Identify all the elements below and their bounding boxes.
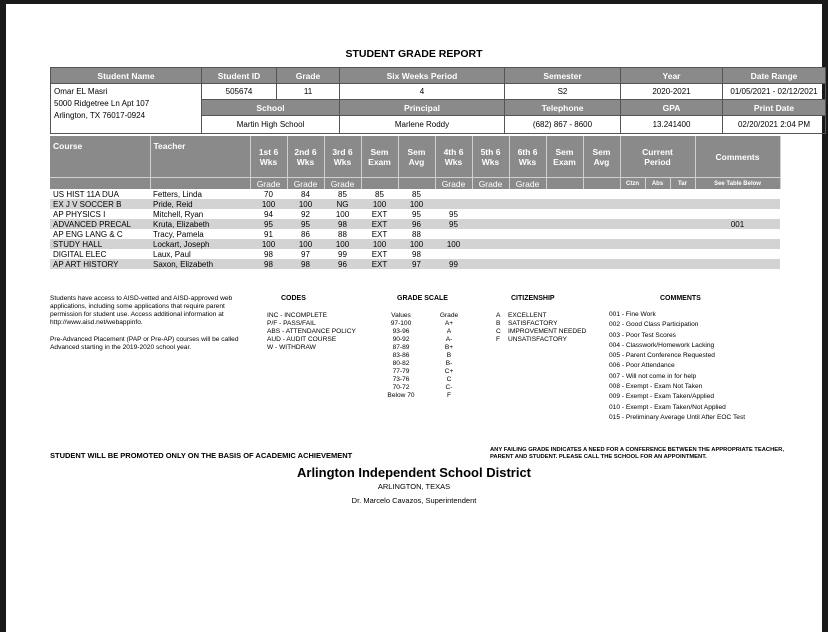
table-row (50, 239, 780, 249)
grade-5th-6 (472, 239, 509, 249)
comment-code (695, 229, 780, 239)
header-4th-6-wks (435, 136, 472, 178)
sem-exam-1: 100 (361, 199, 398, 209)
grade-3rd-6: NG (324, 199, 361, 209)
scale-grade: C- (445, 384, 453, 391)
header-course: Course (50, 136, 150, 178)
header-sem-avg-2-line1: Sem (592, 146, 611, 157)
scale-value: 87-89 (392, 344, 410, 351)
scale-value: 73-76 (392, 376, 410, 383)
header-gpa: GPA (621, 100, 723, 116)
course-name: AP PHYSICS I (53, 209, 106, 219)
abs (645, 209, 670, 219)
principal-value: Marlene Roddy (340, 116, 505, 134)
comment-item: 001 - Fine Work (609, 311, 656, 318)
comment-code (695, 189, 780, 199)
grade-2nd-6: 86 (301, 229, 310, 239)
header-sem-exam-1-line1: Sem (370, 146, 389, 157)
grade-4th-6 (435, 249, 472, 259)
header-1st-6-line2: Wks (259, 156, 278, 167)
grade-3rd-6: 99 (338, 249, 347, 259)
header-comments: Comments (695, 136, 780, 178)
scale-values (376, 312, 426, 400)
scale-value: 83-86 (392, 352, 410, 359)
comment-code (695, 249, 780, 259)
address-line-2: Arlington, TX 76017-0924 (54, 111, 146, 120)
ctzn (620, 189, 645, 199)
sem-exam-1: EXT (361, 259, 398, 269)
code-item: ABS - ATTENDANCE POLICY (267, 328, 356, 335)
subheader-see-table: See Table Below (695, 178, 780, 190)
scale-grade: A (446, 328, 452, 335)
sem-avg-2 (583, 249, 620, 259)
header-6th-6-wks (509, 136, 546, 178)
telephone-value: (682) 867 - 8600 (505, 116, 621, 134)
sem-exam-2 (546, 259, 583, 269)
header-school: School (202, 100, 340, 116)
citizenship-letter: C (496, 328, 501, 335)
tar (670, 189, 695, 199)
grade-4th-6 (435, 199, 472, 209)
header-telephone: Telephone (505, 100, 621, 116)
subheader-abs: Abs (645, 178, 670, 190)
header-sem-avg-1 (398, 136, 435, 178)
sem-exam-2 (546, 229, 583, 239)
comment-item: 003 - Poor Test Scores (609, 331, 676, 339)
comment-code (695, 209, 780, 219)
table-row (50, 259, 780, 269)
grade-6th-6 (509, 219, 546, 229)
sem-exam-1: 100 (361, 239, 398, 249)
header-sem-avg-2-line2: Avg (593, 156, 610, 167)
grade-6th-6 (509, 239, 546, 249)
grade-5th-6 (472, 259, 509, 269)
table-row (50, 209, 780, 219)
scale-grade: C (446, 376, 452, 383)
header-sem-exam-1-line2: Exam (368, 156, 391, 167)
sem-avg-2 (583, 199, 620, 209)
ctzn (620, 239, 645, 249)
sem-avg-2 (583, 219, 620, 229)
course-name: AP ART HISTORY (50, 259, 150, 269)
citizenship-label: UNSATISFACTORY (508, 336, 567, 343)
header-current-period-line2: Period (644, 156, 671, 167)
subheader-grade-3: Grade (324, 178, 361, 190)
scale-grade: B+ (444, 344, 454, 351)
grade-2nd-6: 92 (301, 209, 310, 219)
comment-item: 007 - Will not come in for help (609, 372, 697, 380)
scale-grade-label: Grade (439, 312, 459, 319)
address-line-1: 5000 Ridgetree Ln Apt 107 (54, 99, 150, 108)
header-year: Year (621, 68, 723, 84)
tar (670, 219, 695, 229)
teacher-name: Kruta, Elizabeth (150, 219, 250, 229)
teacher-name: Lockart, Joseph (150, 239, 250, 249)
date-range-value: 01/05/2021 - 02/12/2021 (723, 84, 826, 100)
sem-exam-2 (546, 209, 583, 219)
comment-item: 009 - Exempt - Exam Taken/Applied (609, 393, 715, 401)
header-sem-exam-1 (361, 136, 398, 178)
grade-5th-6 (472, 219, 509, 229)
grade-1st-6: 70 (264, 189, 273, 199)
grade-3rd-6: 96 (324, 259, 361, 269)
student-info-table (50, 67, 826, 134)
abs (645, 189, 670, 199)
grade-2nd-6: 95 (287, 219, 324, 229)
header-print-date: Print Date (723, 100, 826, 116)
scale-value: 80-82 (392, 360, 410, 367)
header-6th-6-line1: 6th 6 (517, 146, 538, 157)
sem-avg-1: 95 (412, 209, 421, 219)
sem-exam-1: EXT (371, 209, 388, 219)
grade-2nd-6: 100 (287, 239, 324, 249)
header-sem-exam-2-line2: Exam (553, 156, 576, 167)
comment-item: 005 - Parent Conference Requested (609, 352, 715, 360)
code-item: INC - INCOMPLETE (267, 312, 328, 319)
sem-avg-1: 96 (398, 219, 435, 229)
sem-avg-1: 97 (398, 259, 435, 269)
grade-6th-6 (509, 189, 546, 199)
grade-1st-6: 94 (264, 209, 273, 219)
subheader-blank-sem-avg-1 (398, 178, 435, 190)
header-date-range: Date Range (723, 68, 826, 84)
district-name: Arlington Independent School District (297, 465, 531, 480)
course-name: STUDY HALL (50, 239, 150, 249)
scale-value: 93-96 (392, 328, 410, 335)
promotion-notice: STUDENT WILL BE PROMOTED ONLY ON THE BASIS OF ACADEMIC ACHIEVEMENT (50, 451, 353, 460)
header-2nd-6-wks (287, 136, 324, 178)
citizenship-label: SATISFACTORY (508, 320, 558, 327)
tar (670, 239, 695, 249)
citizenship-letter: F (496, 336, 501, 343)
header-sem-avg-2 (583, 136, 620, 178)
grade-2nd-6: 84 (301, 189, 310, 199)
scale-value: 77-79 (392, 368, 410, 375)
scale-value: Below 70 (387, 392, 415, 399)
grade-scale-title: GRADE SCALE (397, 295, 448, 302)
table-row (50, 229, 780, 239)
header-4th-6-line2: Wks (444, 156, 463, 167)
teacher-name: Tracy, Pamela (153, 229, 204, 239)
sem-avg-2 (583, 189, 620, 199)
teacher-name: Fetters, Linda (153, 189, 202, 199)
sem-avg-1: 98 (412, 249, 421, 259)
comment-item: 008 - Exempt - Exam Not Taken (609, 383, 703, 391)
grade-4th-6: 100 (435, 239, 472, 249)
header-5th-6-line1: 5th 6 (480, 146, 501, 157)
sem-avg-1: 85 (412, 189, 421, 199)
grade-5th-6 (472, 249, 509, 259)
sem-avg-2 (583, 209, 620, 219)
codes-title: CODES (281, 295, 306, 302)
subheader-blank-course (50, 178, 150, 190)
citizenship-letter: A (496, 312, 501, 319)
teacher-name: Laux, Paul (153, 249, 191, 259)
sem-avg-2 (583, 229, 620, 239)
header-sem-exam-2-line1: Sem (555, 146, 574, 157)
header-semester: Semester (505, 68, 621, 84)
header-1st-6-wks (250, 136, 287, 178)
grade-4th-6 (435, 189, 472, 199)
code-item: P/F - PASS/FAIL (267, 320, 316, 327)
grade-3rd-6: 100 (335, 209, 350, 219)
grade-1st-6: 100 (250, 239, 287, 249)
grade-3rd-6: 100 (324, 239, 361, 249)
comment-item: 010 - Exempt - Exam Taken/Not Applied (609, 403, 726, 411)
header-3rd-6-wks (324, 136, 361, 178)
subheader-blank-teacher (150, 178, 250, 190)
subheader-grade-1: Grade (250, 178, 287, 190)
sem-exam-2 (546, 219, 583, 229)
comment-code (695, 259, 780, 269)
header-teacher: Teacher (150, 136, 250, 178)
grades-table (50, 136, 781, 269)
grade-1st-6: 95 (250, 219, 287, 229)
subheader-grade-4: Grade (435, 178, 472, 190)
citizenship-letter: B (496, 320, 501, 327)
school-value: Martin High School (202, 116, 340, 134)
sem-exam-1: 85 (375, 189, 384, 199)
header-6th-6-line2: Wks (518, 156, 537, 167)
sem-avg-2 (583, 239, 620, 249)
grade-6th-6 (509, 199, 546, 209)
subheader-grade-5: Grade (472, 178, 509, 190)
subheader-ctzn: Ctzn (620, 178, 645, 190)
abs (645, 199, 670, 209)
grade-3rd-6: 85 (338, 189, 347, 199)
abs (645, 259, 670, 269)
gpa-value: 13.241400 (621, 116, 723, 134)
citizenship-labels (508, 312, 586, 344)
grade-1st-6: 98 (264, 249, 273, 259)
year-value: 2020-2021 (621, 84, 723, 100)
advanced-note: Pre-Advanced Placement (PAP or Pre-AP) courses will be called Advanced starting in the 2019-2020 school year. (50, 336, 239, 351)
header-current-period (620, 136, 695, 178)
sem-avg-1: 100 (398, 199, 435, 209)
header-2nd-6-line2: Wks (296, 156, 315, 167)
grade-6th-6 (509, 229, 546, 239)
table-row (50, 199, 780, 209)
district-city: ARLINGTON, TEXAS (377, 482, 451, 491)
table-row (50, 219, 780, 229)
grade-1st-6: 91 (264, 229, 273, 239)
scale-grade: C+ (444, 368, 454, 375)
sem-exam-2 (546, 239, 583, 249)
tar (670, 209, 695, 219)
tar (670, 249, 695, 259)
header-sem-exam-2 (546, 136, 583, 178)
comment-code: 001 (695, 219, 780, 229)
teacher-name: Mitchell, Ryan (153, 209, 204, 219)
code-item: W - WITHDRAW (267, 344, 316, 351)
grade-5th-6 (472, 229, 509, 239)
grade-2nd-6: 97 (301, 249, 310, 259)
tar (670, 199, 695, 209)
grade-2nd-6: 100 (287, 199, 324, 209)
student-address-cell (51, 84, 202, 134)
codes-list (267, 312, 356, 352)
abs (645, 239, 670, 249)
grade-1st-6: 98 (250, 259, 287, 269)
table-row (50, 249, 780, 259)
grade-5th-6 (472, 209, 509, 219)
tar (670, 259, 695, 269)
ctzn (620, 219, 645, 229)
subheader-blank-sem-exam-1 (361, 178, 398, 190)
ctzn (620, 249, 645, 259)
grade-6th-6 (509, 249, 546, 259)
report-title: STUDENT GRADE REPORT (345, 48, 483, 60)
grade-value: 11 (277, 84, 340, 100)
scale-grades (434, 312, 464, 400)
print-date-value: 02/20/2021 2:04 PM (723, 116, 826, 134)
header-2nd-6-line1: 2nd 6 (294, 146, 317, 157)
header-six-weeks: Six Weeks Period (340, 68, 505, 84)
grade-5th-6 (472, 199, 509, 209)
grade-6th-6 (509, 209, 546, 219)
grade-1st-6: 100 (250, 199, 287, 209)
comment-item: 002 - Good Class Participation (609, 321, 699, 329)
grade-4th-6: 99 (435, 259, 472, 269)
course-name: US HIST 11A DUA (53, 189, 119, 199)
grade-5th-6 (472, 189, 509, 199)
comments-title: COMMENTS (660, 295, 701, 302)
abs (645, 249, 670, 259)
header-current-period-line1: Current (642, 146, 673, 157)
header-5th-6-wks (472, 136, 509, 178)
grade-2nd-6: 98 (287, 259, 324, 269)
subheader-blank-sem-exam-2 (546, 178, 583, 190)
scale-grade: A+ (444, 320, 454, 327)
grade-3rd-6: 88 (338, 229, 347, 239)
header-grade: Grade (277, 68, 340, 84)
grade-3rd-6: 98 (324, 219, 361, 229)
header-student-id: Student ID (202, 68, 277, 84)
comment-item: 006 - Poor Attendance (609, 362, 675, 370)
access-note: Students have access to AISD-vetted and AISD-approved web applications, including some applications that require parent permission for student use. Access additional information at http://www.aisd.net/webappinfo. (50, 295, 233, 326)
sem-avg-1: 88 (412, 229, 421, 239)
sem-avg-2 (583, 259, 620, 269)
citizenship-label: IMPROVEMENT NEEDED (508, 328, 587, 335)
grade-6th-6 (509, 259, 546, 269)
student-id-value: 505674 (202, 84, 277, 100)
subheader-tar: Tar (670, 178, 695, 190)
ctzn (620, 199, 645, 209)
sem-exam-1: EXT (371, 249, 388, 259)
sem-avg-1: 100 (398, 239, 435, 249)
sem-exam-2 (546, 199, 583, 209)
scale-grade: A- (445, 336, 453, 343)
header-sem-avg-1-line2: Avg (408, 156, 425, 167)
grade-4th-6 (435, 229, 472, 239)
report-page (6, 4, 822, 632)
abs (645, 229, 670, 239)
grade-4th-6: 95 (435, 219, 472, 229)
scale-values-label: Values (391, 312, 411, 319)
course-name: DIGITAL ELEC (53, 249, 107, 259)
citizenship-title: CITIZENSHIP (511, 295, 555, 302)
comment-code (695, 199, 780, 209)
sem-exam-2 (546, 189, 583, 199)
teacher-name: Pride, Reid (150, 199, 250, 209)
student-name: Omar EL Masri (54, 87, 108, 96)
scale-value: 90-92 (392, 336, 410, 343)
table-row (50, 189, 780, 199)
header-sem-avg-1-line1: Sem (407, 146, 426, 157)
comment-item: 004 - Classwork/Homework Lacking (609, 341, 715, 349)
citizenship-letters (496, 312, 506, 344)
citizenship-label: EXCELLENT (508, 312, 547, 319)
course-name: AP ENG LANG & C (53, 229, 123, 239)
sem-exam-1: EXT (361, 219, 398, 229)
comments-list (609, 310, 745, 423)
tar (670, 229, 695, 239)
course-name: EX J V SOCCER B (50, 199, 150, 209)
header-1st-6-line1: 1st 6 (258, 146, 279, 157)
sem-exam-2 (546, 249, 583, 259)
failing-grade-notice: ANY FAILING GRADE INDICATES A NEED FOR A CONFERENCE BETWEEN THE APPROPRIATE TEACHER, PARENT AND STUDENT. PLEASE CALL THE SCHOOL FOR AN APPOINTMENT. (490, 447, 784, 460)
course-name: ADVANCED PRECAL (50, 219, 150, 229)
header-3rd-6-line1: 3rd 6 (332, 146, 353, 157)
header-5th-6-line2: Wks (481, 156, 500, 167)
abs (645, 219, 670, 229)
subheader-grade-6: Grade (509, 178, 546, 190)
code-item: AUD - AUDIT COURSE (267, 336, 337, 343)
ctzn (620, 209, 645, 219)
ctzn (620, 259, 645, 269)
scale-grade: B- (445, 360, 453, 367)
header-student-name: Student Name (51, 68, 202, 84)
header-4th-6-line1: 4th 6 (443, 146, 464, 157)
scale-grade: F (446, 392, 452, 399)
superintendent: Dr. Marcelo Cavazos, Superintendent (351, 496, 477, 505)
header-3rd-6-line2: Wks (333, 156, 352, 167)
scale-value: 97-100 (390, 320, 412, 327)
subheader-blank-sem-avg-2 (583, 178, 620, 190)
header-principal: Principal (340, 100, 505, 116)
sem-exam-1: EXT (371, 229, 388, 239)
scale-value: 70-72 (392, 384, 410, 391)
grade-4th-6: 95 (449, 209, 458, 219)
teacher-name: Saxon, Elizabeth (150, 259, 250, 269)
scale-grade: B (446, 352, 452, 359)
comment-item: 015 - Preliminary Average Until After EOC Test (609, 413, 746, 421)
semester-value: S2 (505, 84, 621, 100)
subheader-grade-2: Grade (287, 178, 324, 190)
ctzn (620, 229, 645, 239)
six-weeks-value: 4 (340, 84, 505, 100)
comment-code (695, 239, 780, 249)
